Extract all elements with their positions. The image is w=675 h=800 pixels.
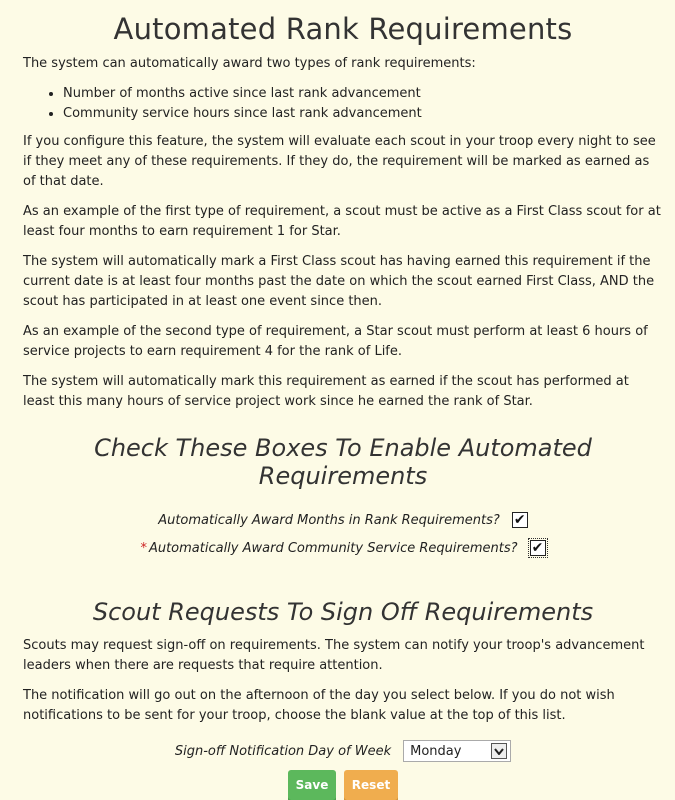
list-item: • Community service hours since last rank advancement: [63, 104, 663, 124]
paragraph: If you configure this feature, the system will evaluate each scout in your troop every night to see if they meet any of these requirements. If they do, the requirement will be marked as earned as of that date.: [23, 134, 656, 189]
notification-day-value: Monday: [410, 743, 462, 759]
service-option-label: [140, 541, 517, 556]
notification-day-row: [23, 740, 663, 762]
chevron-down-icon: [491, 743, 507, 759]
months-checkbox[interactable]: [512, 512, 528, 528]
paragraph: Scouts may request sign-off on requirements. The system can notify your troop's advancement leaders when there are requests that require attention.: [23, 638, 645, 673]
service-option-text: Automatically Award Community Service Requirements?: [148, 540, 518, 556]
months-option-row: [23, 506, 663, 534]
months-option-label: Automatically Award Months in Rank Requirements?: [158, 512, 500, 528]
paragraph: The notification will go out on the afternoon of the day you select below. If you do not wish notifications to be sent for your troop, choose the blank value at the top of this list.: [23, 688, 615, 723]
paragraph: The system will automatically mark this requirement as earned if the scout has performed at least this many hours of service project work since he earned the rank of Star.: [23, 374, 629, 409]
service-checkbox[interactable]: [530, 540, 546, 556]
notification-day-select[interactable]: [403, 740, 511, 762]
signoff-section-heading: Scout Requests To Sign Off Requirements: [92, 598, 594, 626]
enable-section-heading: Check These Boxes To Enable Automated Requirements: [94, 434, 592, 490]
required-marker: *: [140, 540, 147, 556]
service-option-row: [23, 534, 663, 562]
checkmark-icon: ✔: [513, 512, 526, 528]
requirement-types-list: [23, 84, 663, 124]
paragraph: As an example of the second type of requirement, a Star scout must perform at least 6 hours of service projects to earn requirement 4 for the rank of Life.: [23, 324, 648, 359]
page-title: Automated Rank Requirements: [113, 12, 573, 46]
paragraph: As an example of the first type of requirement, a scout must be active as a First Class scout for at least four months to earn requirement 1 for Star.: [23, 204, 661, 239]
checkmark-icon: ✔: [531, 540, 544, 556]
list-item: • Number of months active since last rank advancement: [63, 84, 663, 104]
intro-text: The system can automatically award two types of rank requirements:: [23, 56, 476, 71]
paragraph: The system will automatically mark a First Class scout has having earned this requirement if the current date is at least four months past the date on which the scout earned First Class, AND the scout has participated in at least one event since then.: [23, 254, 655, 309]
notification-day-label: Sign-off Notification Day of Week: [174, 743, 392, 759]
page: [0, 12, 675, 800]
form-buttons: [23, 770, 663, 800]
reset-button[interactable]: Reset: [344, 770, 398, 800]
save-button[interactable]: Save: [288, 770, 336, 800]
